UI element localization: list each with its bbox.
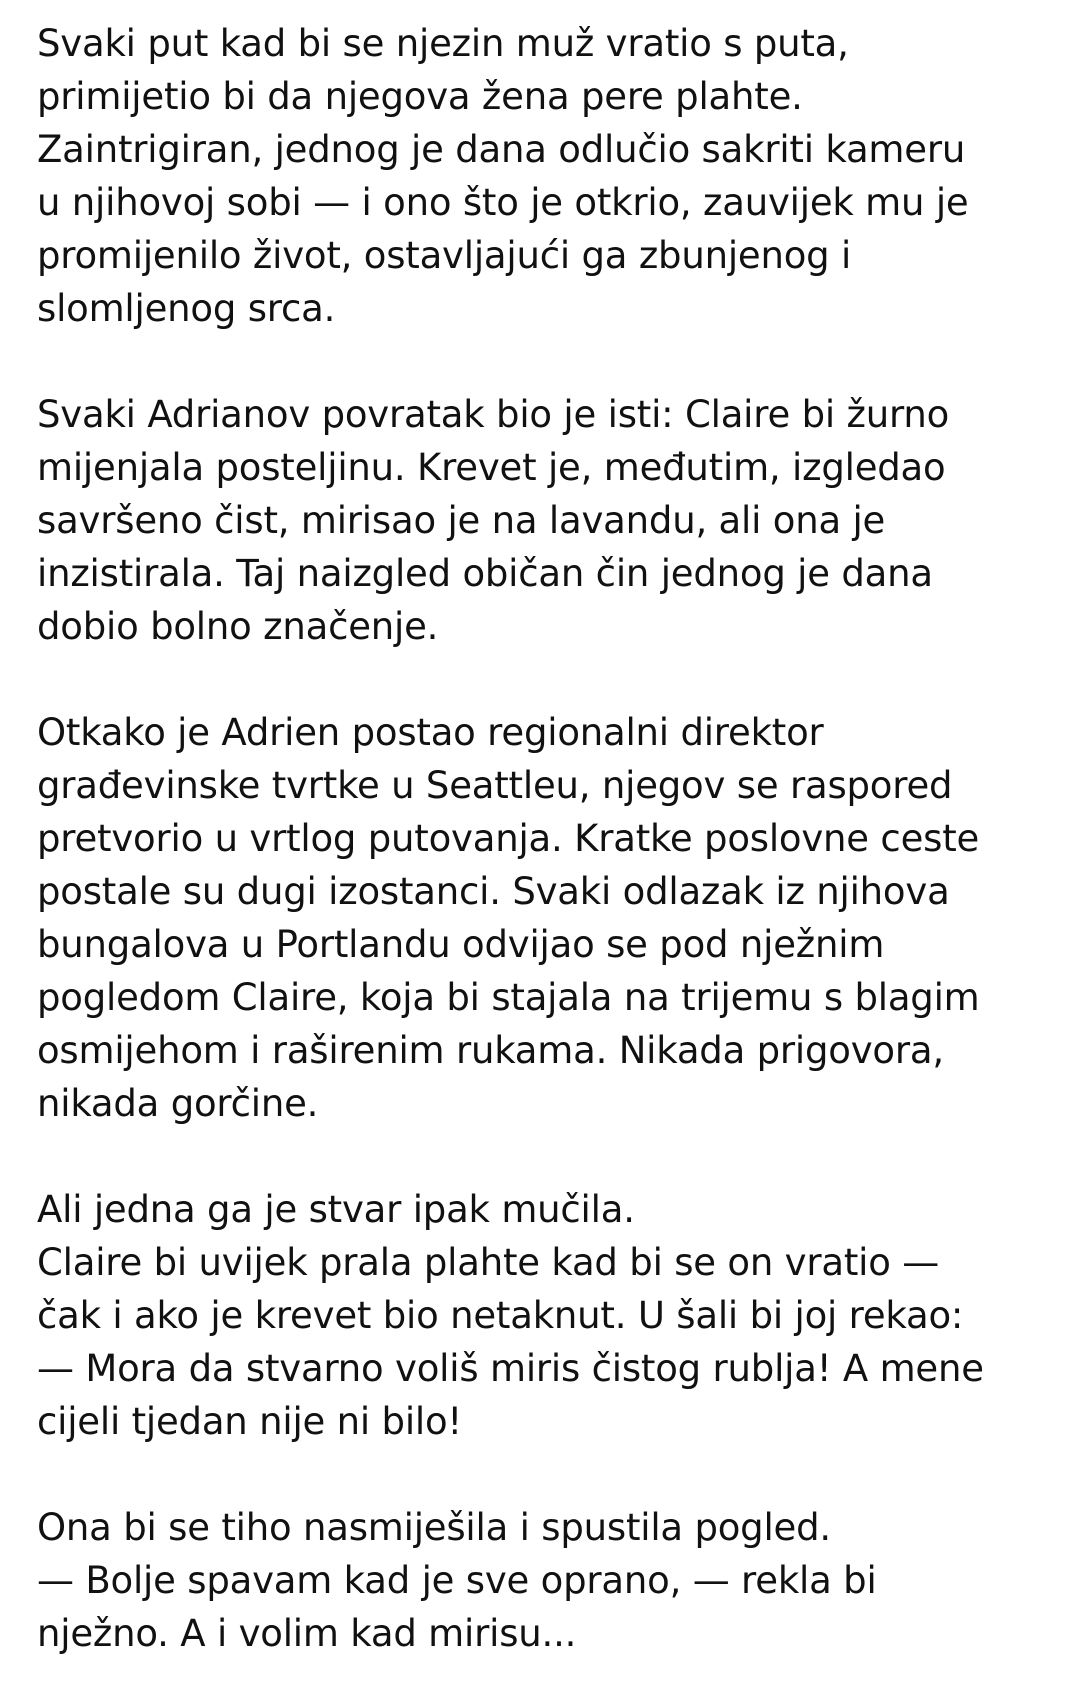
text-line: postale su dugi izostanci. Svaki odlazak iz njihova: [37, 870, 950, 913]
text-line: cijeli tjedan nije ni bilo!: [37, 1400, 463, 1443]
text-line: Ali jedna ga je stvar ipak mučila.: [37, 1188, 635, 1231]
text-line: nikada gorčine.: [37, 1082, 319, 1125]
text-line: — Bolje spavam kad je sve oprano, — rekla bi: [37, 1559, 877, 1602]
paragraph-2: [37, 388, 1047, 653]
text-line: mijenjala posteljinu. Krevet je, međutim, izgledao: [37, 446, 946, 489]
text-line: — Mora da stvarno voliš miris čistog rublja! A mene: [37, 1347, 984, 1390]
paragraph-5: [37, 1501, 1047, 1655]
text-line: Svaki Adrianov povratak bio je isti: Claire bi žurno: [37, 393, 950, 436]
text-line: Zaintrigiran, jednog je dana odlučio sakriti kameru: [37, 128, 966, 171]
text-line-cut-off: nježno. A i volim kad mirisu...: [37, 1612, 577, 1655]
text-line: pogledom Claire, koja bi stajala na trijemu s blagim: [37, 976, 980, 1019]
text-line: inzistirala. Taj naizgled običan čin jednog je dana: [37, 552, 933, 595]
text-line: osmijehom i raširenim rukama. Nikada prigovora,: [37, 1029, 944, 1072]
text-line: pretvorio u vrtlog putovanja. Kratke poslovne ceste: [37, 817, 980, 860]
text-line: bungalova u Portlandu odvijao se pod nježnim: [37, 923, 885, 966]
text-line: savršeno čist, mirisao je na lavandu, ali ona je: [37, 499, 886, 542]
story-text: [37, 17, 1047, 1684]
text-line: građevinske tvrtke u Seattleu, njegov se raspored: [37, 764, 953, 807]
text-line: u njihovoj sobi — i ono što je otkrio, zauvijek mu je: [37, 181, 969, 224]
text-line: primijetio bi da njegova žena pere plahte.: [37, 75, 803, 118]
text-line: slomljenog srca.: [37, 287, 336, 330]
paragraph-4: [37, 1183, 1047, 1448]
text-line: Claire bi uvijek prala plahte kad bi se on vratio —: [37, 1241, 940, 1284]
text-line: Svaki put kad bi se njezin muž vratio s puta,: [37, 22, 849, 65]
text-line: promijenilo život, ostavljajući ga zbunjenog i: [37, 234, 852, 277]
text-line: Otkako je Adrien postao regionalni direktor: [37, 711, 824, 754]
paragraph-1: [37, 17, 1047, 335]
paragraph-3: [37, 706, 1047, 1130]
text-line: dobio bolno značenje.: [37, 605, 439, 648]
text-line: Ona bi se tiho nasmiješila i spustila pogled.: [37, 1506, 831, 1549]
text-line: čak i ako je krevet bio netaknut. U šali bi joj rekao:: [37, 1294, 964, 1337]
